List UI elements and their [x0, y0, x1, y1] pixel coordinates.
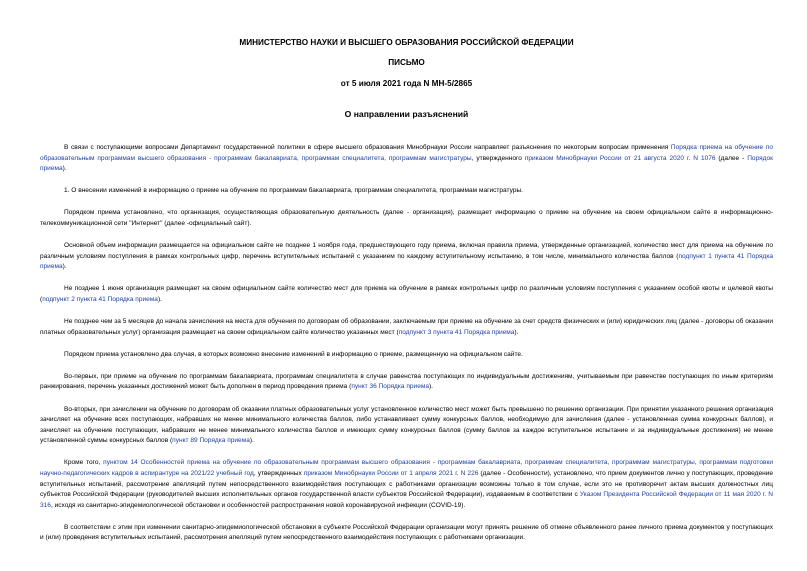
link-subpoint-2-point-41[interactable]: подпункт 2 пункта 41 Порядка приема: [42, 295, 158, 303]
paragraph: Не позднее 1 июня организация размещает на своем официальном сайте количество мест для приема на обучение в рамках контрольных цифр по различным условиям поступления с указанием особой квоты и целевой квоты (подпункт 2 пункта 41 Порядка приема).: [40, 285, 773, 303]
link-subpoint-1-point-41[interactable]: подпункт 1 пункта 41 Порядка приема: [40, 252, 773, 271]
link-president-decree-316[interactable]: Указом Президента Российской Федерации от 11 мая 2020 г. N 316: [40, 491, 773, 509]
link-order-1076[interactable]: приказом Минобрнауки России от 21 августа 2020 г. N 1076: [524, 154, 716, 162]
ministry-heading: МИНИСТЕРСТВО НАУКИ И ВЫСШЕГО ОБРАЗОВАНИЯ РОССИЙСКОЙ ФЕДЕРАЦИИ: [239, 38, 574, 47]
paragraph: Основной объем информации размещается на официальном сайте не позднее 1 ноября года, предшествующего году приема, включая правила приема, утвержденные организацией, количество мест для приема на обучение по различным условиям поступления в рамках контрольных цифр, перечень вступительных испытаний с указанием по каждому вступительному испытанию, в том числе, минимального количества баллов (подпункт 1 пункта 41 Порядка приема).: [40, 242, 773, 271]
document-date-number: от 5 июля 2021 года N МН-5/2865: [340, 79, 473, 88]
link-procedure-short[interactable]: Порядок приема: [40, 154, 773, 173]
paragraph: В соответствии с этим при изменении санитарно-эпидемиологической обстановки в субъекте Российской Федерации организации могут принять решение об отмене объявленного ранее личного приема документов у поступающих и (или) проведения вступительных испытаний, рассмотрения апелляций путем непосредственного взаимодействия поступающих с работниками организации.: [40, 523, 773, 542]
document-subject: О направлении разъяснений: [344, 109, 469, 119]
paragraph: Во-первых, при приеме на обучение по программам бакалавриата, программам специалитета в случае равенства поступающих по индивидуальным достижениям, учитываемым при равенстве поступающих по иным критериям ранжирования, перечень указанных достижений может быть дополнен в период проведения приема (пункт 36 Порядка приема).: [40, 372, 773, 391]
paragraph: Во-вторых, при зачислении на обучение по договорам об оказании платных образовательных услуг установленное количество мест может быть превышено по решению организации. При принятии указанного решения организация зачисляет на обучение всех поступающих, набравших не менее минимального количества баллов, либо устанавливает сумму конкурсных баллов, необходимую для зачисления (далее - установленная сумма конкурсных баллов), и зачисляет на обучение поступающих, набравших не менее минимального количества баллов и имеющих сумму конкурсных баллов (сумму баллов за каждое вступительное испытание и за индивидуальные достижения) не менее установленной суммы конкурсных баллов (пункт 89 Порядка приема).: [40, 405, 773, 445]
link-point-14-specifics[interactable]: пунктом 14 Особенностей приема на обучение по образовательным программам высшего образования - программам бакалавриата, программам специалитета, программам магистратуры, программам подготовки научно-педагогических кадров в аспирантуре на 2021/22 учебный год: [40, 459, 773, 477]
paragraph-section-1: 1. О внесении изменений в информацию о приеме на обучение по программам бакалавриата, программам специалитета, программам магистратуры.: [64, 187, 523, 195]
document-body: [40, 143, 773, 544]
paragraph: Порядком приема установлено, что организация, осуществляющая образовательную деятельность (далее - организация), размещает информацию о приеме на обучение на своем официальном сайте в информационно-телекоммуникационной сети "Интернет" (далее -официальный сайт).: [40, 209, 773, 227]
link-point-36[interactable]: пункт 36 Порядка приема: [351, 383, 429, 391]
link-order-226[interactable]: приказом Минобрнауки России от 1 апреля 2021 г. N 226: [303, 469, 479, 477]
paragraph: Кроме того, пунктом 14 Особенностей приема на обучение по образовательным программам высшего образования - программам бакалавриата, программам специалитета, программам магистратуры, программам подготовки научно-педагогических кадров в аспирантуре на 2021/22 учебный год, утвержденных приказом Минобрнауки России от 1 апреля 2021 г. N 226 (далее - Особенности), установлено, что прием документов лично у поступающих, проведение вступительных испытаний, рассмотрение апелляций путем непосредственного взаимодействия поступающих с работниками организации возможны только в том случае, если это не противоречит актам высших должностных лиц субъектов Российской Федерации (руководителей высших исполнительных органов государственной власти субъектов Российской Федерации), издаваемым в соответствии с Указом Президента Российской Федерации от 11 мая 2020 г. N 316, исходя из санитарно-эпидемиологической обстановки и особенностей распространения новой коронавирусной инфекции (COVID-19).: [40, 459, 774, 509]
document-type: ПИСЬМО: [388, 58, 425, 67]
paragraph: Не позднее чем за 5 месяцев до начала зачисления на места для обучения по договорам об образовании, заключаемым при приеме на обучение за счет средств физических и (или) юридических лиц (далее - договоры об оказании платных образовательных услуг) организация размещает на своем официальном сайте количество указанных мест (подпункт 3 пункта 41 Порядка приема).: [40, 318, 773, 336]
link-point-89[interactable]: пункт 89 Порядка приема: [172, 437, 250, 445]
link-subpoint-3-point-41[interactable]: подпункт 3 пункта 41 Порядка приема: [398, 328, 515, 336]
paragraph-intro: В связи с поступающими вопросами Департамент государственной политики в сфере высшего образования Минобрнауки России направляет разъяснения по некоторым вопросам применения Порядка приема на обучение по образовательным программам высшего образования - программам бакалавриата, программам специалитета, программам магистратуры, утвержденного приказом Минобрнауки России от 21 августа 2020 г. N 1076 (далее - Порядок приема).: [40, 144, 773, 173]
paragraph: Порядком приема установлено два случая, в которых возможно внесение изменений в информацию о приеме, размещенную на официальном сайте.: [64, 350, 523, 358]
link-admission-procedure[interactable]: Порядка приема на обучение по образовательным программам высшего образования - программам бакалавриата, программам специалитета, программам магистратуры: [40, 144, 773, 162]
